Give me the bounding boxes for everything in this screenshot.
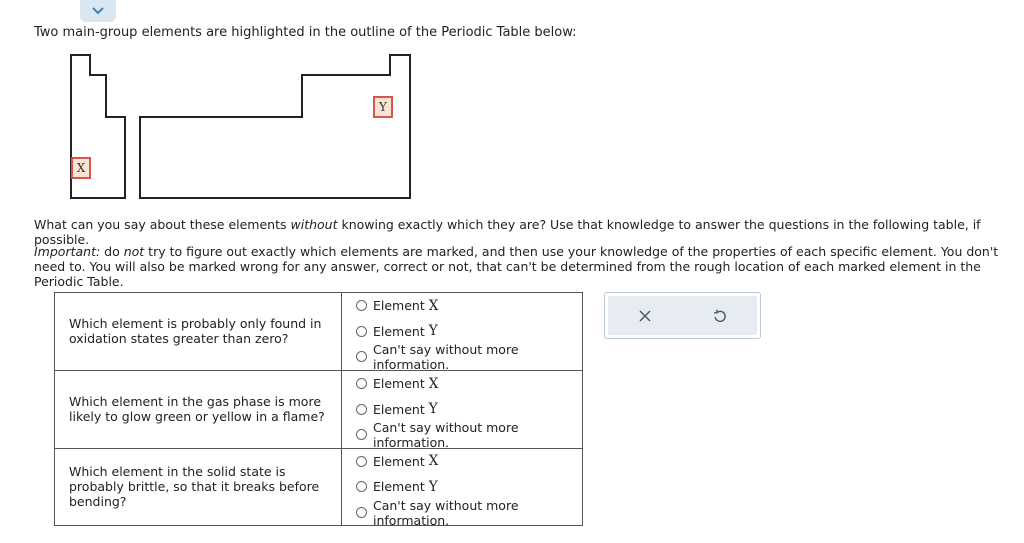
radio-button[interactable] [356, 300, 367, 311]
x-icon [639, 310, 651, 322]
options-cell [342, 370, 583, 448]
radio-button[interactable] [356, 378, 367, 389]
answer-toolbox [604, 292, 761, 339]
option-element-x[interactable]: Element X [356, 293, 582, 319]
option-element-y[interactable]: Element Y [356, 319, 582, 345]
table-row [55, 448, 583, 526]
radio-button[interactable] [356, 456, 367, 467]
clear-button[interactable] [630, 301, 660, 331]
question-cell: Which element in the gas phase is more likely to glow green or yellow in a flame? [55, 370, 342, 448]
option-element-y[interactable]: Element Y [356, 474, 582, 500]
element-y-label: Y [379, 100, 387, 114]
radio-button[interactable] [356, 429, 367, 440]
question-cell: Which element is probably only found in oxidation states greater than zero? [55, 293, 342, 371]
element-x-highlight [72, 158, 90, 178]
table-row [55, 370, 583, 448]
question-table [54, 292, 583, 526]
options-cell [342, 448, 583, 526]
radio-button[interactable] [356, 351, 367, 362]
question-cell: Which element in the solid state is probably brittle, so that it breaks before bending? [55, 448, 342, 526]
radio-button[interactable] [356, 481, 367, 492]
option-cant-say[interactable]: Can't say without more information. [356, 422, 582, 448]
option-element-x[interactable]: Element X [356, 371, 582, 397]
important-note: Important: do not try to figure out exactly which elements are marked, and then use your knowledge of the properties of each specific element. You don't need to. You will also be marked wrong for any answer, correct or not, that can't be determined from the rough location of each marked element in the Periodic Table. [34, 244, 999, 289]
element-y-highlight [374, 97, 392, 117]
radio-button[interactable] [356, 507, 367, 518]
radio-button[interactable] [356, 326, 367, 337]
intro-text: Two main-group elements are highlighted in the outline of the Periodic Table below: [34, 25, 577, 40]
radio-button[interactable] [356, 404, 367, 415]
undo-icon [713, 309, 727, 323]
table-row [55, 293, 583, 371]
option-cant-say[interactable]: Can't say without more information. [356, 500, 582, 526]
toolbox-inner [608, 296, 757, 335]
option-element-y[interactable]: Element Y [356, 396, 582, 422]
undo-button[interactable] [705, 301, 735, 331]
question-intro: What can you say about these elements without knowing exactly which they are? Use that knowledge to answer the questions in the following table, if possible. [34, 217, 981, 247]
element-x-label: X [76, 161, 86, 175]
option-element-x[interactable]: Element X [356, 449, 582, 475]
option-cant-say[interactable]: Can't say without more information. [356, 344, 582, 370]
periodic-table-outline [0, 0, 1024, 210]
options-cell [342, 293, 583, 371]
